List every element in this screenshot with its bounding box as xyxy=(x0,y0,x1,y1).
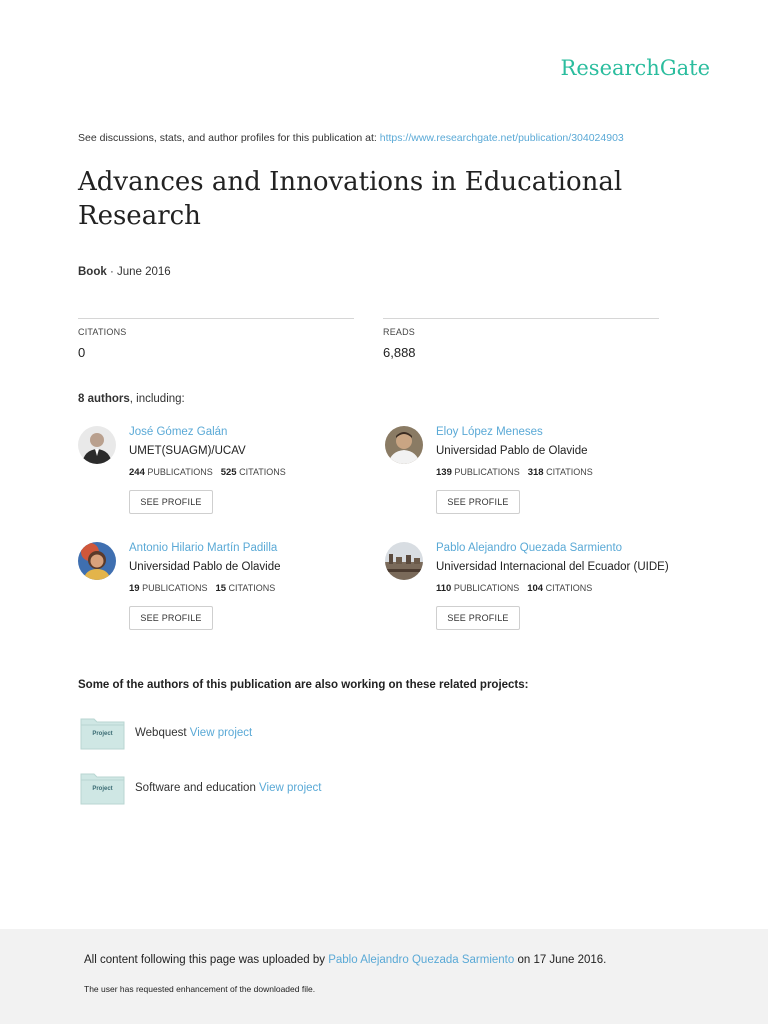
author-stats xyxy=(436,583,592,594)
source-text: See discussions, stats, and author profiles for this publication at: xyxy=(78,132,380,144)
author-stats xyxy=(436,467,593,478)
author-stats xyxy=(129,467,286,478)
see-profile-button[interactable]: SEE PROFILE xyxy=(129,606,213,630)
upload-suffix: on 17 June 2016. xyxy=(514,954,607,966)
author-card xyxy=(78,542,378,642)
author-institution: Universidad Pablo de Olavide xyxy=(129,561,281,573)
publications-label: PUBLICATIONS xyxy=(147,467,213,477)
citations-stat xyxy=(78,318,354,360)
author-institution: UMET(SUAGM)/UCAV xyxy=(129,445,246,457)
view-project-link[interactable]: View project xyxy=(189,727,253,739)
enhancement-note: The user has requested enhancement of the downloaded file. xyxy=(84,984,316,994)
avatar-photo-icon xyxy=(385,542,423,580)
author-avatar[interactable] xyxy=(78,542,116,580)
publications-count: 110 xyxy=(436,583,452,594)
publications-label: PUBLICATIONS xyxy=(453,583,520,593)
view-project-link[interactable]: View project xyxy=(259,782,322,794)
author-avatar[interactable] xyxy=(78,426,116,464)
related-projects-heading: Some of the authors of this publication are also working on these related projects: xyxy=(78,679,529,691)
citations-label: CITATIONS xyxy=(546,467,593,477)
authors-count: 8 authors xyxy=(78,393,130,405)
publication-url-link[interactable]: https://www.researchgate.net/publication/304024903 xyxy=(379,132,624,144)
authors-heading xyxy=(78,393,185,405)
author-avatar[interactable] xyxy=(385,426,423,464)
project-folder[interactable] xyxy=(80,716,125,750)
author-institution: Universidad Pablo de Olavide xyxy=(436,445,588,457)
see-profile-button[interactable]: SEE PROFILE xyxy=(436,606,520,630)
publication-meta xyxy=(78,266,171,278)
publication-title: Advances and Innovations in Educational Research xyxy=(78,167,623,231)
citations-label: CITATIONS xyxy=(228,583,276,593)
author-card xyxy=(385,542,685,642)
project-text xyxy=(135,782,321,794)
reads-value: 6,888 xyxy=(383,345,416,360)
reads-stat xyxy=(383,318,659,360)
authors-suffix: , including: xyxy=(129,393,185,405)
publication-source-line xyxy=(78,132,624,144)
citations-count: 525 xyxy=(220,467,237,478)
author-stats xyxy=(129,583,275,594)
avatar-photo-icon xyxy=(385,426,423,464)
avatar-photo-icon xyxy=(78,542,116,580)
author-institution: Universidad Internacional del Ecuador (UIDE) xyxy=(436,561,669,573)
project-name: Webquest xyxy=(135,727,187,739)
citations-label: CITATIONS xyxy=(78,327,127,337)
see-profile-button[interactable]: SEE PROFILE xyxy=(436,490,520,514)
project-item xyxy=(80,771,480,807)
publication-date: June 2016 xyxy=(116,266,171,278)
citations-count: 104 xyxy=(527,583,544,594)
author-name-link[interactable]: José Gómez Galán xyxy=(129,426,228,438)
author-card xyxy=(78,426,378,526)
publications-count: 244 xyxy=(129,467,145,478)
citations-count: 15 xyxy=(215,583,227,594)
author-avatar[interactable] xyxy=(385,542,423,580)
upload-prefix: All content following this page was uploaded by xyxy=(84,954,329,966)
folder-label: Project xyxy=(92,731,113,737)
uploader-link[interactable]: Pablo Alejandro Quezada Sarmiento xyxy=(328,954,515,966)
publications-label: PUBLICATIONS xyxy=(142,583,208,593)
author-card xyxy=(385,426,685,526)
citations-count: 318 xyxy=(527,467,544,478)
publications-label: PUBLICATIONS xyxy=(454,467,520,477)
project-folder[interactable] xyxy=(80,771,125,805)
folder-label: Project xyxy=(92,786,113,792)
author-name-link[interactable]: Pablo Alejandro Quezada Sarmiento xyxy=(436,542,623,554)
avatar-photo-icon xyxy=(78,426,116,464)
project-item xyxy=(80,716,480,752)
see-profile-button[interactable]: SEE PROFILE xyxy=(129,490,213,514)
project-name: Software and education xyxy=(135,782,256,794)
publications-count: 19 xyxy=(129,583,140,594)
upload-info xyxy=(84,954,606,966)
author-name-link[interactable]: Eloy López Meneses xyxy=(436,426,543,438)
publications-count: 139 xyxy=(436,467,452,478)
reads-label: READS xyxy=(383,327,416,337)
citations-label: CITATIONS xyxy=(239,467,286,477)
project-text xyxy=(135,727,252,739)
publication-type: Book xyxy=(78,266,107,278)
citations-label: CITATIONS xyxy=(545,583,593,593)
researchgate-logo[interactable]: ResearchGate xyxy=(560,56,710,80)
meta-separator: · xyxy=(106,266,117,278)
upload-footer xyxy=(0,929,768,1024)
citations-value: 0 xyxy=(78,345,86,360)
author-name-link[interactable]: Antonio Hilario Martín Padilla xyxy=(129,542,278,554)
